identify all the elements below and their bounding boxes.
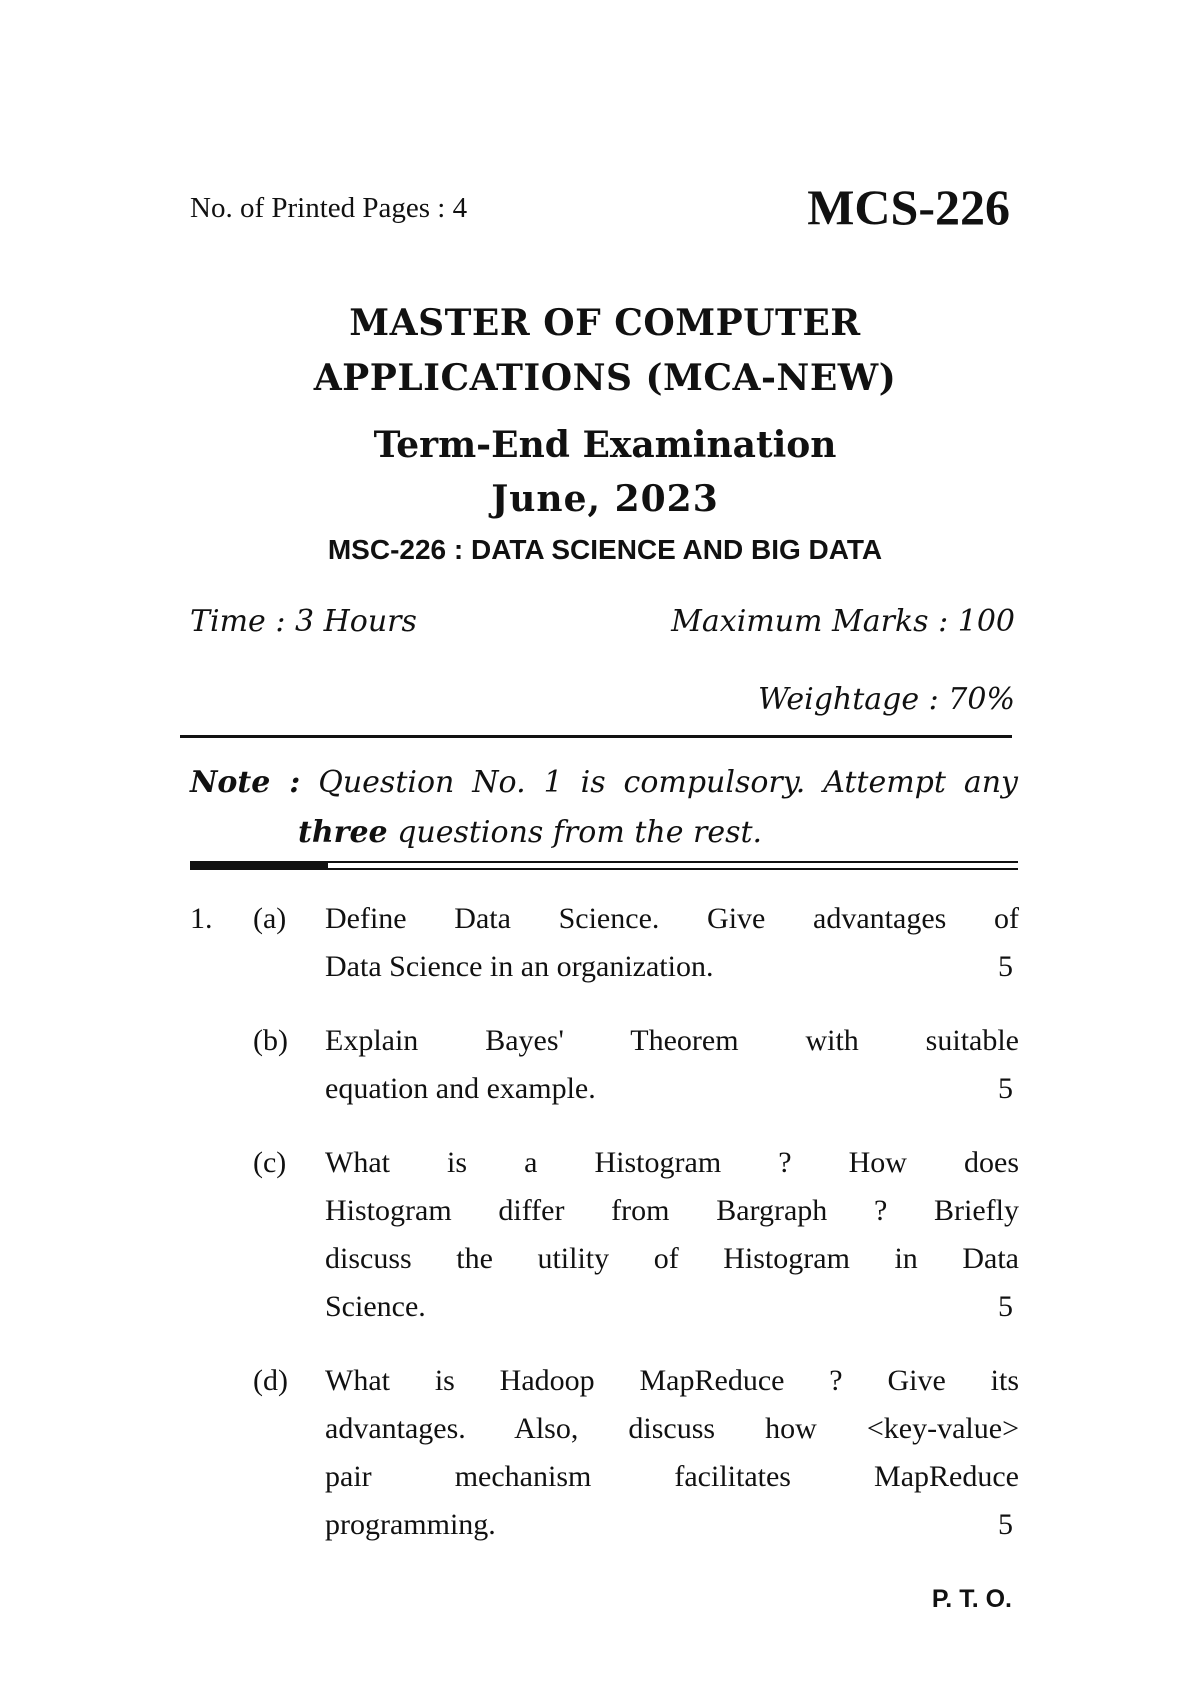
part-line: Histogram differ from Bargraph ? Briefly [325, 1194, 1019, 1227]
note-line1 [190, 758, 1018, 808]
question-part [253, 1139, 1019, 1331]
note-label: Note : [190, 765, 301, 800]
part-line: Define Data Science. Give advantages of [325, 902, 1019, 935]
part-last-line [325, 943, 1019, 991]
marks: 5 [998, 1290, 1013, 1323]
programme-title-line2: APPLICATIONS (MCA-NEW) [313, 357, 897, 399]
part-line: Explain Bayes' Theorem with suitable [325, 1024, 1019, 1057]
subject-title: MSC-226 : DATA SCIENCE AND BIG DATA [327, 534, 883, 565]
note-emphasis: three [298, 815, 388, 850]
question-part [253, 895, 1019, 991]
part-last-line [325, 1065, 1019, 1113]
programme-title-line1: MASTER OF COMPUTER [349, 302, 861, 344]
exam-session: June, 2023 [491, 478, 719, 520]
divider-top [180, 735, 1012, 738]
divider-bottom-lower [190, 868, 1018, 870]
weightage: Weightage : 70% [757, 682, 1015, 717]
note-text: Question No. 1 is compulsory. Attempt any [318, 765, 1018, 800]
question-part [253, 1357, 1019, 1549]
part-text [325, 895, 1019, 991]
part-line: pair mechanism facilitates MapReduce [325, 1460, 1019, 1493]
part-line: What is a Histogram ? How does [325, 1146, 1019, 1179]
part-text [325, 1017, 1019, 1113]
part-line: Science. [325, 1290, 426, 1323]
note-block [190, 758, 1018, 858]
part-line: equation and example. [325, 1072, 596, 1105]
part-text [325, 1139, 1019, 1331]
printed-pages-count: No. of Printed Pages : 4 [190, 192, 468, 224]
part-text [325, 1357, 1019, 1549]
marks: 5 [998, 1508, 1013, 1541]
exam-title: Term-End Examination [373, 424, 837, 466]
maximum-marks: Maximum Marks : 100 [671, 604, 1015, 639]
part-last-line [325, 1501, 1019, 1549]
part-line: advantages. Also, discuss how <key-value> [325, 1412, 1019, 1445]
part-line: Data Science in an organization. [325, 950, 714, 983]
part-last-line [325, 1283, 1019, 1331]
question-part [253, 1017, 1019, 1113]
course-code: MCS-226 [807, 179, 1010, 235]
marks: 5 [998, 1072, 1013, 1105]
exam-time: Time : 3 Hours [190, 604, 417, 639]
part-label: (b) [253, 1024, 288, 1057]
note-text-2: questions from the rest. [387, 815, 763, 850]
part-label: (a) [253, 902, 287, 935]
part-line: discuss the utility of Histogram in Data [325, 1242, 1019, 1275]
programme-title [0, 296, 1200, 406]
note-line2 [190, 808, 1018, 858]
part-line: programming. [325, 1508, 496, 1541]
marks: 5 [998, 950, 1013, 983]
part-label: (c) [253, 1146, 287, 1179]
please-turn-over: P. T. O. [931, 1585, 1012, 1613]
question-number: 1. [190, 902, 213, 935]
part-label: (d) [253, 1364, 288, 1397]
part-line: What is Hadoop MapReduce ? Give its [325, 1364, 1019, 1397]
